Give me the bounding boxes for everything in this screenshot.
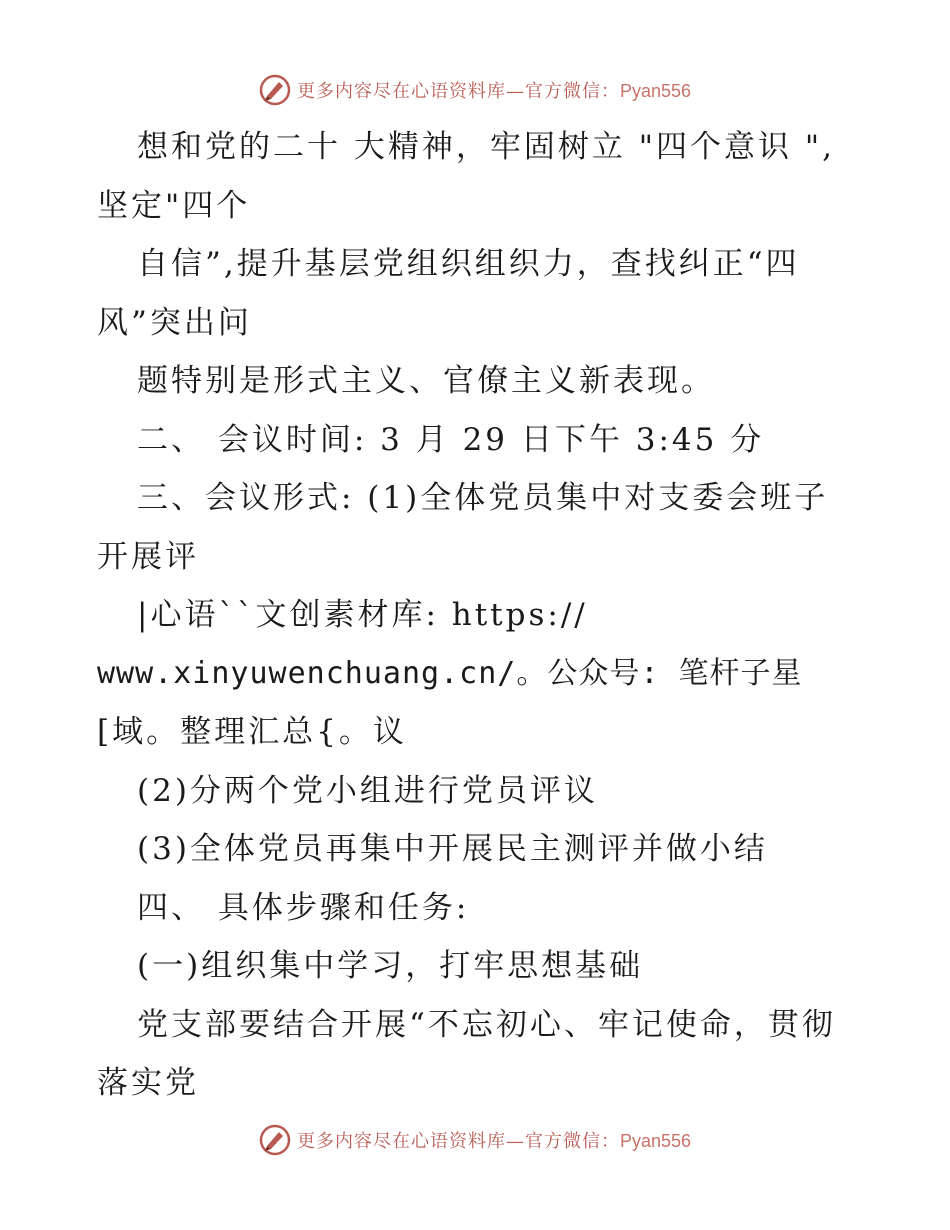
document-body xyxy=(97,118,877,1113)
pen-logo-icon xyxy=(259,1124,291,1156)
text-line: 四、 具体步骤和任务: xyxy=(137,889,470,926)
text-line: 落实党 xyxy=(97,1065,199,1101)
text-line: 自信”,提升基层党组织组织力，查找纠正“四 xyxy=(137,246,800,282)
header-banner-wechat-id: Pyan556 xyxy=(619,81,692,101)
text-line: [域。整理汇总{。议 xyxy=(97,714,407,750)
text-line-url: www.xinyuwenchuang.cn/。公众号: 笔杆子星 xyxy=(97,655,803,691)
text-line: 开展评 xyxy=(97,538,199,575)
text-line: 坚定"四个 xyxy=(97,187,251,224)
pen-logo-icon xyxy=(259,74,291,106)
text-line: 二、 会议时间: 3 月 29 日下午 3:45 分 xyxy=(137,421,765,458)
header-banner-text: 更多内容尽在心语资料库—官方微信：Pyan556 xyxy=(296,81,692,102)
footer-banner xyxy=(0,1120,950,1160)
text-line: |心语``文创素材库: https:// xyxy=(137,597,588,633)
text-line: 题特别是形式主义、官僚主义新表现。 xyxy=(137,363,715,399)
text-line: 党支部要结合开展“不忘初心、牢记使命，贯彻 xyxy=(137,1006,836,1043)
text-line: 风”突出问 xyxy=(97,304,252,341)
header-banner xyxy=(0,70,950,110)
text-line: (2)分两个党小组进行党员评议 xyxy=(137,772,598,809)
footer-banner-text: 更多内容尽在心语资料库—官方微信：Pyan556 xyxy=(296,1131,692,1152)
text-line: 三、会议形式: (1)全体党员集中对支委会班子 xyxy=(137,480,829,516)
text-line: 想和党的二十 大精神，牢固树立 "四个意识 ", xyxy=(137,129,835,165)
text-line: (3)全体党员再集中开展民主测评并做小结 xyxy=(137,831,768,867)
text-line: (一)组织集中学习，打牢思想基础 xyxy=(137,948,644,984)
footer-banner-wechat-id: Pyan556 xyxy=(619,1131,692,1151)
